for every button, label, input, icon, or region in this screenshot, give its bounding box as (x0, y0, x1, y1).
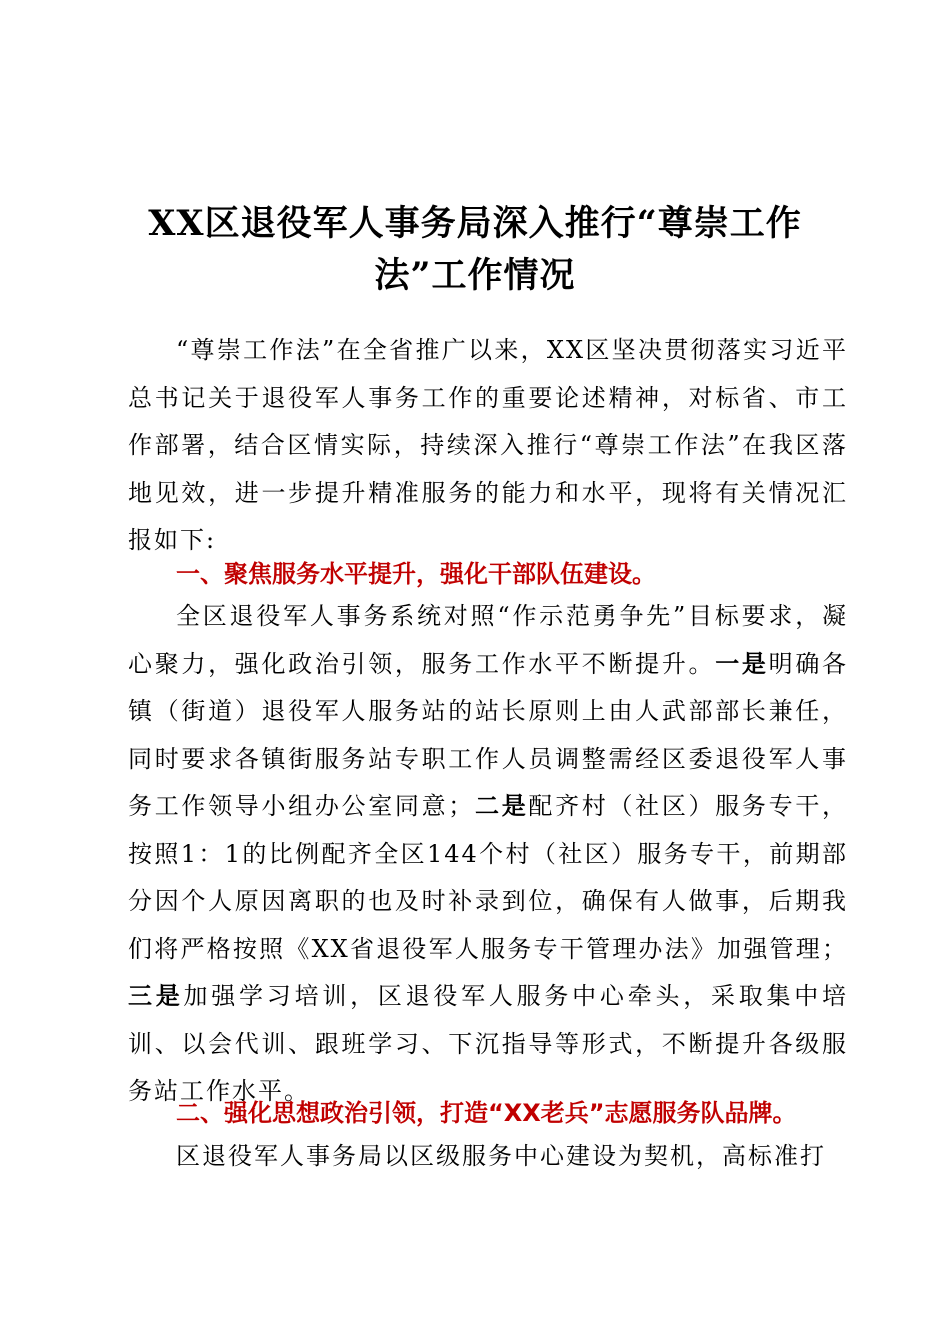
intro-paragraph: “尊崇工作法”在全省推广以来，XX区坚决贯彻落实习近平总书记关于退役军人事务工作的重要论述精神，对标省、市工作部署，结合区情实际，持续深入推行“尊崇工作法”在我区落地见效，进一步提升精准服务的能力和水平，现将有关情况汇报如下: (128, 336, 848, 554)
section-1-lead-3: 三是 (128, 982, 184, 1010)
section-1-text-d: 加强学习培训，区退役军人服务中心牵头，采取集中培训、以会代训、跟班学习、下沉指导等形式，不断提升各级服务站工作水平。 (128, 982, 849, 1105)
section-1-text-b: 明确各镇（街道）退役军人服务站的站长原则上由人武部部长兼任，同时要求各镇街服务站专职工作人员调整需经区委退役军人事务工作领导小组办公室同意； (128, 649, 849, 820)
section-2-paragraph: 区退役军人事务局以区级服务中心建设为契机，高标准打 (176, 1142, 826, 1170)
section-1-lead-1: 一是 (715, 649, 769, 678)
section-2-heading: 二、强化思想政治引领，打造“XX老兵”志愿服务队品牌。 (176, 1099, 797, 1127)
document-title-line-1: XX区退役军人事务局深入推行“尊崇工作 (148, 203, 802, 244)
section-1-heading: 一、聚焦服务水平提升，强化干部队伍建设。 (176, 560, 656, 588)
section-1-paragraph (128, 593, 848, 1116)
document-title-line-2: 法”工作情况 (374, 255, 576, 296)
section-1-text-c: 配齐村（社区）服务专干，按照1：1的比例配齐全区144个村（社区）服务专干，前期部分因个人原因离职的也及时补录到位，确保有人做事，后期我们将严格按照《XX省退役军人服务专干管理办法》加强管理； (128, 792, 849, 963)
section-1-text-a: 全区退役军人事务系统对照“作示范勇争先”目标要求，凝心聚力，强化政治引领，服务工作水平不断提升。 (128, 602, 848, 678)
section-1-lead-2: 二是 (474, 792, 529, 820)
